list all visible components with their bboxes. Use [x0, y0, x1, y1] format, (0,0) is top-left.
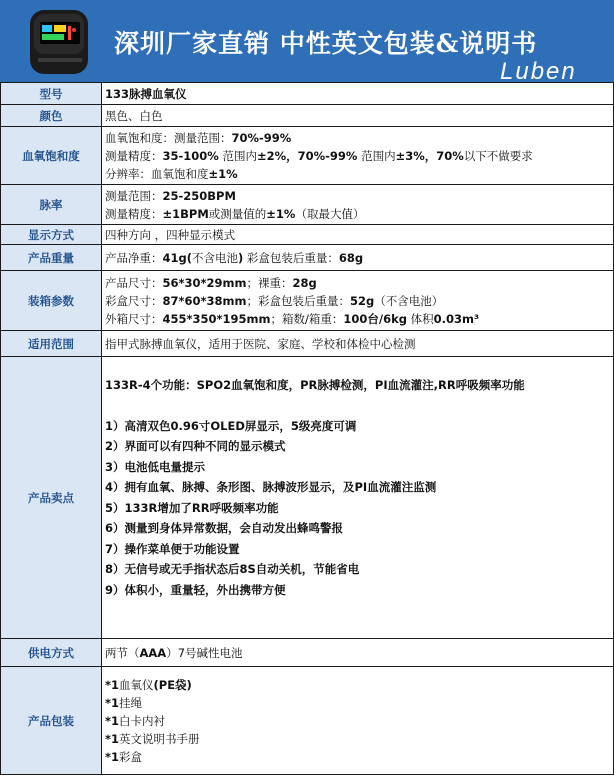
- row-selling: [1, 357, 614, 639]
- value-scope: 指甲式脉搏血氧仪，适用于医院、家庭、学校和体检中心检测: [102, 331, 614, 357]
- row-model: [1, 83, 614, 105]
- value-display: 四种方向 ，四种显示模式: [102, 225, 614, 245]
- oximeter-product-image: [24, 4, 96, 78]
- row-weight: [1, 245, 614, 271]
- value-selling: [102, 357, 614, 639]
- selling-item: 4）拥有血氧、脉搏、条形图、脉搏波形显示，及PI血流灌注监测: [105, 480, 437, 494]
- row-color: [1, 105, 614, 127]
- row-power: [1, 639, 614, 667]
- label-packing: 装箱参数: [1, 271, 102, 331]
- selling-item: 6）测量到身体异常数据，会自动发出蜂鸣警报: [105, 521, 343, 535]
- package-item: *1血氧仪(PE袋): [105, 677, 192, 692]
- package-item: *1英文说明书手册: [105, 731, 200, 746]
- package-item: *1挂绳: [105, 695, 143, 710]
- label-model: 型号: [1, 83, 102, 105]
- value-model: 133脉搏血氧仪: [102, 83, 614, 105]
- brand-logo: Luben: [500, 58, 577, 82]
- row-display: [1, 225, 614, 245]
- row-scope: [1, 331, 614, 357]
- selling-intro: 133R-4个功能：SPO2血氧饱和度，PR脉搏检测，PI血流灌注,RR呼吸频率功能: [105, 378, 525, 392]
- label-package: 产品包装: [1, 667, 102, 775]
- selling-item: 2）界面可以有四种不同的显示模式: [105, 439, 286, 453]
- selling-item: 3）电池低电量提示: [105, 459, 206, 474]
- row-package: [1, 667, 614, 775]
- package-item: *1彩盒: [105, 749, 143, 764]
- label-pulse: 脉率: [1, 185, 102, 225]
- value-color: 黑色、白色: [102, 105, 614, 127]
- selling-item: 7）操作菜单便于功能设置: [105, 541, 240, 556]
- value-weight: 产品净重：41g(不含电池) 彩盒包装后重量：68g: [102, 245, 614, 271]
- value-packing: 产品尺寸：56*30*29mm；裸重：28g 彩盒尺寸：87*60*38mm；彩盒包装后重量：52g（不含电池） 外箱尺寸：455*350*195mm；箱数/箱重：100台/6kg 体积0.03m³: [102, 271, 614, 331]
- banner-title: 深圳厂家直销 中性英文包装&说明书: [114, 29, 538, 58]
- label-power: 供电方式: [1, 639, 102, 667]
- value-spo2: 血氧饱和度：测量范围：70%-99% 测量精度：35-100% 范围内±2%，70%-99% 范围内±3%，70%以下不做要求 分辨率：血氧饱和度±1%: [102, 127, 614, 185]
- value-pulse: 测量范围：25-250BPM 测量精度：±1BPM或测量值的±1%（取最大值）: [102, 185, 614, 225]
- label-spo2: 血氧饱和度: [1, 127, 102, 185]
- row-packing: [1, 271, 614, 331]
- label-selling: 产品卖点: [1, 357, 102, 639]
- value-power: 两节（AAA）7号碱性电池: [102, 639, 614, 667]
- row-pulse: [1, 185, 614, 225]
- label-color: 颜色: [1, 105, 102, 127]
- row-spo2: [1, 127, 614, 185]
- value-package: [102, 667, 614, 775]
- label-display: 显示方式: [1, 225, 102, 245]
- package-item: *1白卡内衬: [105, 713, 166, 728]
- selling-item: 1）高清双色0.96寸OLED屏显示，5级亮度可调: [105, 418, 357, 433]
- header-banner: [0, 0, 614, 82]
- label-weight: 产品重量: [1, 245, 102, 271]
- selling-item: 9）体积小，重量轻，外出携带方便: [105, 582, 286, 597]
- selling-item: 8）无信号或无手指状态后8S自动关机，节能省电: [105, 562, 360, 576]
- selling-item: 5）133R增加了RR呼吸频率功能: [105, 500, 279, 515]
- spec-table: [0, 82, 614, 775]
- label-scope: 适用范围: [1, 331, 102, 357]
